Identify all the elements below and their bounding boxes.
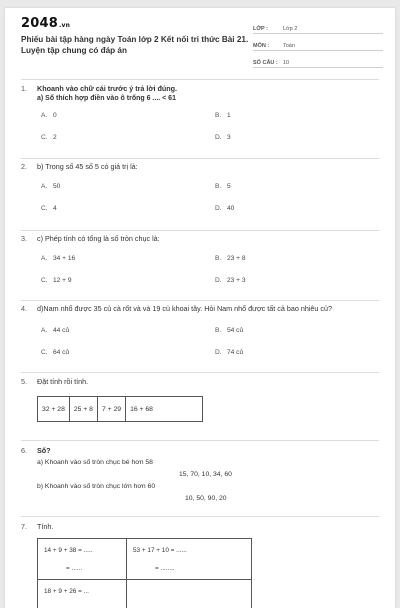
divider <box>21 440 379 441</box>
meta-key: MÔN : <box>253 43 283 49</box>
question-heading: b) Trong số 45 số 5 có giá trị là: <box>37 162 138 171</box>
question-heading: d)Nam nhổ được 35 củ cà rốt và và 19 củ khoai tây. Hỏi Nam nhổ được tất cả bao nhiêu củ? <box>37 304 332 313</box>
question-5 <box>21 377 381 386</box>
question-number: 5. <box>21 377 37 386</box>
question-heading: Đặt tính rồi tính. <box>37 377 88 386</box>
option-d[interactable]: D. 23 + 3 <box>215 277 246 284</box>
divider <box>21 300 379 301</box>
logo-suffix: .vn <box>59 22 70 29</box>
q6-part-a: a) Khoanh vào số tròn chục bé hơn 58 <box>37 459 153 466</box>
q6-part-b: b) Khoanh vào số tròn chục lớn hơn 60 <box>37 483 155 490</box>
option-c[interactable]: C. 2 <box>41 134 57 141</box>
question-6 <box>21 446 381 455</box>
question-3 <box>21 234 381 301</box>
sum-cell[interactable] <box>38 539 127 580</box>
divider <box>21 158 379 159</box>
options <box>41 255 381 301</box>
question-number: 3. <box>21 234 37 243</box>
option-c[interactable]: C. 4 <box>41 205 57 212</box>
question-sub: a) Số thích hợp điền vào ô trống 6 .... < 61 <box>37 95 381 102</box>
question-2 <box>21 162 381 229</box>
option-b[interactable]: B. 5 <box>215 183 231 190</box>
sum-cell[interactable] <box>127 539 252 580</box>
question-7 <box>21 522 381 531</box>
option-d[interactable]: D. 74 củ <box>215 349 243 356</box>
question-heading: Khoanh vào chữ cái trước ý trả lời đúng. <box>37 84 177 93</box>
sum-table <box>37 538 252 608</box>
sum-expression: 53 + 17 + 10 = ...... <box>133 547 187 554</box>
option-a[interactable]: A. 34 + 16 <box>41 255 75 262</box>
option-b[interactable]: B. 54 củ <box>215 327 243 334</box>
meta-value: Lớp 2 <box>283 26 297 32</box>
question-number: 2. <box>21 162 37 171</box>
question-number: 7. <box>21 522 37 531</box>
divider <box>21 516 379 517</box>
calculation-table <box>37 396 203 422</box>
option-c[interactable]: C. 64 củ <box>41 349 69 356</box>
sum-cell[interactable] <box>127 580 252 608</box>
option-c[interactable]: C. 12 + 9 <box>41 277 72 284</box>
q6-values-a[interactable]: 15, 70, 10, 34, 60 <box>179 471 232 478</box>
site-logo[interactable] <box>21 16 70 31</box>
sum-expression: 14 + 9 + 38 = ..... <box>44 547 93 554</box>
option-a[interactable]: A. 50 <box>41 183 60 190</box>
sum-expression: 18 + 9 + 26 = ... <box>44 588 89 595</box>
options <box>41 183 381 229</box>
meta-row-class <box>253 17 383 34</box>
meta-value: Toán <box>283 43 295 49</box>
question-number: 6. <box>21 446 37 455</box>
question-heading: Số? <box>37 446 51 455</box>
calc-cell[interactable]: 32 + 28 <box>38 397 70 422</box>
question-heading: Tính. <box>37 522 53 531</box>
worksheet-page <box>5 8 395 608</box>
options <box>41 327 381 373</box>
calc-cell[interactable]: 16 + 68 <box>126 397 203 422</box>
options <box>41 112 381 158</box>
question-heading: c) Phép tính có tổng là số tròn chục là: <box>37 234 160 243</box>
option-a[interactable]: A. 44 củ <box>41 327 69 334</box>
option-d[interactable]: D. 40 <box>215 205 234 212</box>
meta-row-count <box>253 51 383 68</box>
question-number: 1. <box>21 84 37 93</box>
sum-cell[interactable] <box>38 580 127 608</box>
meta-key: SỐ CÂU : <box>253 60 283 66</box>
question-number: 4. <box>21 304 37 313</box>
divider <box>21 230 379 231</box>
option-b[interactable]: B. 1 <box>215 112 231 119</box>
meta-key: LỚP : <box>253 26 283 32</box>
option-d[interactable]: D. 3 <box>215 134 231 141</box>
option-b[interactable]: B. 23 + 8 <box>215 255 246 262</box>
sum-result-line: = ...... <box>66 565 82 572</box>
divider <box>21 79 379 80</box>
page-title: Phiếu bài tập hàng ngày Toán lớp 2 Kết nối tri thức Bài 21. Luyện tập chung có đáp án <box>21 35 251 56</box>
q6-values-b[interactable]: 10, 50, 90, 20 <box>185 495 227 502</box>
question-4 <box>21 304 381 373</box>
meta-value: 10 <box>283 60 289 66</box>
meta-panel <box>253 17 383 68</box>
calc-cell[interactable]: 25 + 8 <box>69 397 97 422</box>
meta-row-subject <box>253 34 383 51</box>
option-a[interactable]: A. 0 <box>41 112 57 119</box>
calc-cell[interactable]: 7 + 29 <box>97 397 125 422</box>
logo-text: 2048 <box>21 16 58 31</box>
question-1 <box>21 84 381 158</box>
divider <box>21 372 379 373</box>
sum-result-line: = ........ <box>155 565 175 572</box>
